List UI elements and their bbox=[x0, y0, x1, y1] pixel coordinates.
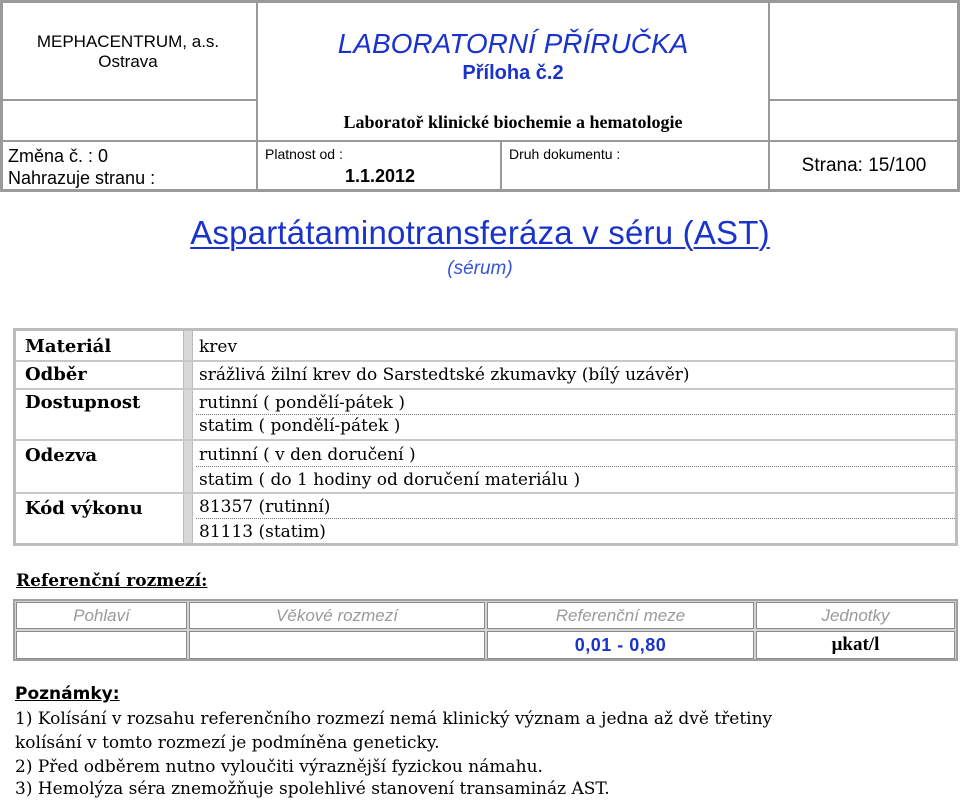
reference-range-value: 0,01 - 0,80 bbox=[574, 634, 667, 655]
column-header-range: Referenční meze bbox=[487, 602, 754, 629]
response-label: Odezva bbox=[25, 445, 98, 466]
note-line: 3) Hemolýza séra znemožňuje spolehlivé stanovení transamináz AST. bbox=[15, 779, 610, 799]
collection-label: Odběr bbox=[25, 364, 87, 385]
cell-range bbox=[487, 631, 754, 659]
collection-value: srážlivá žilní krev do Sarstedtské zkumavky (bílý uzávěr) bbox=[199, 365, 690, 385]
reference-table bbox=[13, 599, 958, 661]
valid-from-label: Platnost od : bbox=[265, 146, 343, 162]
attachment-label: Příloha č.2 bbox=[462, 62, 564, 84]
column-header-unit: Jednotky bbox=[756, 602, 955, 629]
material-value: krev bbox=[199, 337, 238, 357]
dotted-separator bbox=[196, 518, 955, 519]
availability-label: Dostupnost bbox=[25, 392, 141, 413]
availability-routine: rutinní ( pondělí-pátek ) bbox=[199, 393, 405, 413]
row-separator bbox=[16, 492, 955, 494]
availability-statim: statim ( pondělí-pátek ) bbox=[199, 416, 401, 436]
test-subtitle: (sérum) bbox=[447, 258, 513, 279]
cell-age bbox=[189, 631, 485, 659]
info-table bbox=[13, 328, 958, 546]
row-separator bbox=[16, 360, 955, 362]
cell-unit bbox=[756, 631, 955, 659]
company-name: MEPHACENTRUM, a.s. bbox=[36, 32, 220, 51]
material-label: Materiál bbox=[25, 336, 112, 357]
header-hline-right bbox=[768, 99, 960, 101]
code-routine: 81357 (rutinní) bbox=[199, 497, 331, 517]
code-statim: 81113 (statim) bbox=[199, 522, 326, 542]
test-title: Aspartátaminotransferáza v séru (AST) bbox=[190, 214, 770, 251]
header-hline-left bbox=[0, 99, 258, 101]
response-statim: statim ( do 1 hodiny od doručení materiálu ) bbox=[199, 470, 581, 490]
cell-sex bbox=[16, 631, 187, 659]
doc-type-label: Druh dokumentu : bbox=[509, 146, 621, 162]
row-separator bbox=[16, 439, 955, 441]
header-border-bottom bbox=[0, 189, 960, 192]
valid-from-value: 1.1.2012 bbox=[345, 166, 416, 186]
row-separator bbox=[16, 388, 955, 390]
change-number: Změna č. : 0 bbox=[8, 146, 109, 166]
lab-name: Laboratoř klinické biochemie a hematologie bbox=[343, 112, 683, 132]
response-routine: rutinní ( v den doručení ) bbox=[199, 445, 416, 465]
note-line: 2) Před odběrem nutno vyloučiti výraznější fyzickou námahu. bbox=[15, 757, 543, 777]
reference-title: Referenční rozmezí: bbox=[16, 571, 208, 591]
dotted-separator bbox=[196, 414, 955, 415]
note-line: 1) Kolísání v rozsahu referenčního rozmezí nemá klinický význam a jedna až dvě třetiny bbox=[15, 709, 773, 729]
header-border-left bbox=[0, 0, 3, 192]
note-line: kolísání v tomto rozmezí je podmíněna geneticky. bbox=[15, 733, 440, 753]
code-label: Kód výkonu bbox=[25, 498, 143, 519]
replaces-page: Nahrazuje stranu : bbox=[8, 168, 156, 188]
header-hline-mid bbox=[0, 140, 960, 142]
info-column-divider bbox=[183, 331, 193, 543]
header-border-top bbox=[0, 0, 960, 3]
column-header-sex: Pohlaví bbox=[16, 602, 187, 629]
dotted-separator bbox=[196, 466, 955, 467]
page-number: Strana: 15/100 bbox=[801, 155, 927, 176]
manual-title: LABORATORNÍ PŘÍRUČKA bbox=[337, 28, 689, 59]
reference-unit: μkat/l bbox=[831, 634, 880, 655]
company-city: Ostrava bbox=[98, 52, 158, 71]
notes-title: Poznámky: bbox=[15, 684, 120, 704]
header-divider-2 bbox=[500, 141, 502, 192]
column-header-age: Věkové rozmezí bbox=[189, 602, 485, 629]
document-header bbox=[0, 0, 960, 192]
